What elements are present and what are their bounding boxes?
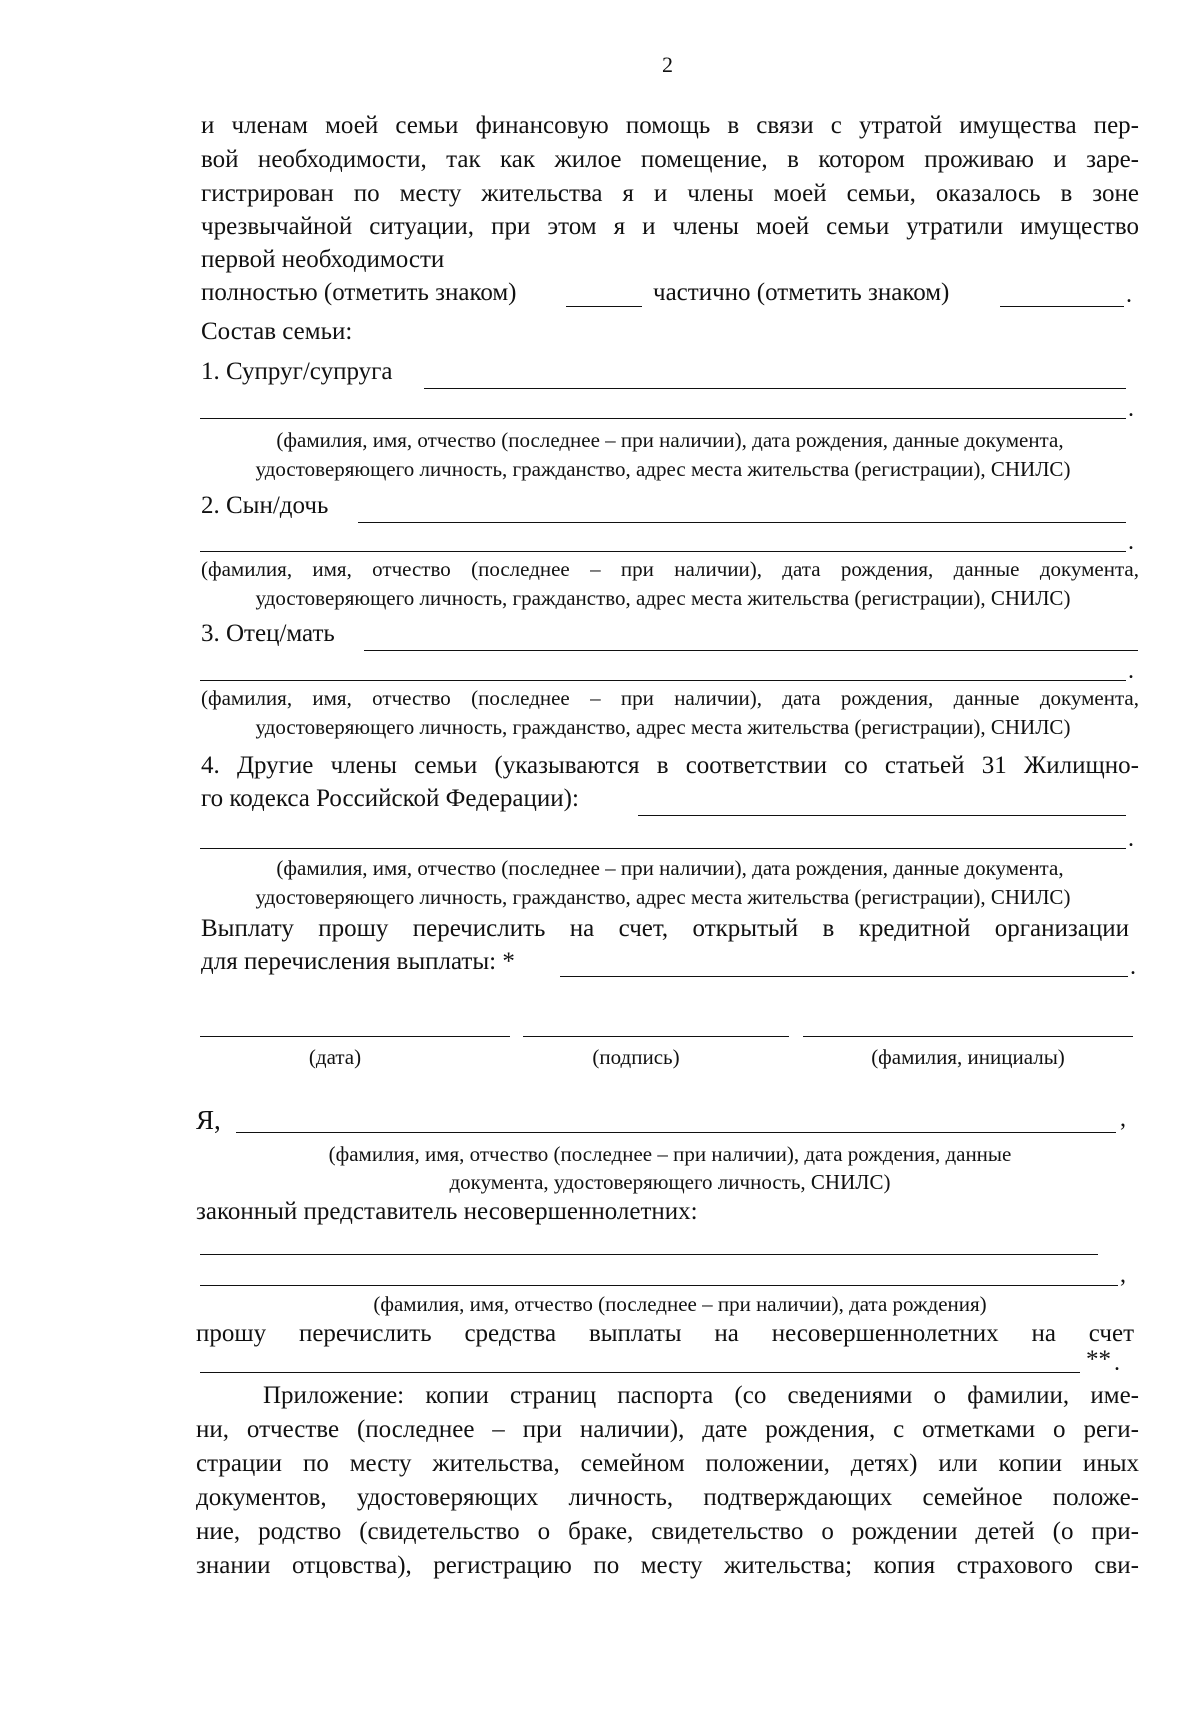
attachment-line-4: документов, удостоверяющих личность, подтверждающих семейное положе- — [196, 1484, 1139, 1511]
account-input[interactable] — [560, 976, 1128, 977]
signature-field[interactable] — [523, 1036, 789, 1037]
others-label-line-1: 4. Другие члены семьи (указываются в соответствии со статьей 31 Жилищно- — [201, 752, 1139, 779]
child-caption-line-1: (фамилия, имя, отчество (последнее – при наличии), дата рождения, данные документа, — [201, 557, 1139, 581]
child-input-line-2[interactable] — [200, 551, 1126, 552]
representative-input[interactable] — [236, 1132, 1116, 1133]
intro-line-2: вой необходимости, так как жилое помещение, в котором проживаю и заре- — [201, 146, 1139, 173]
period-mark: . — [1130, 954, 1136, 980]
parent-input[interactable] — [364, 650, 1138, 651]
minors-input-line-2[interactable] — [200, 1285, 1118, 1286]
partial-loss-label: частично (отметить знаком) — [653, 279, 950, 306]
period-mark: . — [1126, 282, 1132, 308]
child-label: 2. Сын/дочь — [201, 492, 329, 519]
others-input[interactable] — [638, 815, 1126, 816]
period-mark: . — [1114, 1350, 1120, 1376]
parent-caption-line-1: (фамилия, имя, отчество (последнее – при наличии), дата рождения, данные документа, — [201, 686, 1139, 710]
full-loss-label: полностью (отметить знаком) — [201, 279, 517, 306]
intro-line-5: первой необходимости — [201, 246, 445, 273]
spouse-caption-line-2: удостоверяющего личность, гражданство, адрес места жительства (регистрации), СНИЛС) — [255, 457, 1071, 481]
child-caption-line-2: удостоверяющего личность, гражданство, адрес места жительства (регистрации), СНИЛС) — [255, 586, 1071, 610]
period-mark: . — [1128, 529, 1134, 555]
comma-mark: , — [1120, 1106, 1126, 1132]
spouse-input[interactable] — [424, 388, 1126, 389]
intro-line-3: гистрирован по месту жительства я и члены моей семьи, оказалось в зоне — [201, 180, 1139, 207]
minors-caption: (фамилия, имя, отчество (последнее – при наличии), дата рождения) — [373, 1292, 987, 1316]
legal-representative-label: законный представитель несовершеннолетних: — [196, 1198, 698, 1225]
spouse-label: 1. Супруг/супруга — [201, 358, 393, 385]
others-label-line-2: го кодекса Российской Федерации): — [201, 785, 579, 812]
date-field[interactable] — [200, 1036, 510, 1037]
period-mark: . — [1128, 396, 1134, 422]
i-label: Я, — [196, 1105, 221, 1135]
period-mark: . — [1128, 658, 1134, 684]
parent-label: 3. Отец/мать — [201, 620, 335, 647]
spouse-caption-line-1: (фамилия, имя, отчество (последнее – при наличии), дата рождения, данные документа, — [276, 428, 1064, 452]
attachment-line-2: ни, отчестве (последнее – при наличии), дате рождения, с отметками о реги- — [196, 1416, 1139, 1443]
name-initials-caption: (фамилия, инициалы) — [871, 1045, 1065, 1069]
payment-line-2: для перечисления выплаты: * — [201, 948, 515, 975]
date-caption: (дата) — [308, 1045, 362, 1069]
others-input-line-2[interactable] — [200, 848, 1126, 849]
payment-line-1: Выплату прошу перечислить на счет, открытый в кредитной организации — [201, 915, 1129, 942]
minors-account-input[interactable] — [200, 1372, 1080, 1373]
double-asterisk: ** — [1086, 1346, 1111, 1373]
others-caption-line-1: (фамилия, имя, отчество (последнее – при наличии), дата рождения, данные документа, — [276, 856, 1064, 880]
parent-caption-line-2: удостоверяющего личность, гражданство, адрес места жительства (регистрации), СНИЛС) — [255, 715, 1071, 739]
spouse-input-line-2[interactable] — [200, 418, 1126, 419]
full-loss-mark-field[interactable] — [566, 306, 642, 307]
page-number: 2 — [662, 52, 673, 77]
representative-caption-line-1: (фамилия, имя, отчество (последнее – при наличии), дата рождения, данные — [328, 1142, 1012, 1166]
representative-caption-line-2: документа, удостоверяющего личность, СНИЛС) — [449, 1170, 891, 1194]
parent-input-line-2[interactable] — [200, 680, 1126, 681]
attachment-line-5: ние, родство (свидетельство о браке, свидетельство о рождении детей (о при- — [196, 1518, 1139, 1545]
attachment-line-6: знании отцовства), регистрацию по месту жительства; копия страхового сви- — [196, 1552, 1139, 1579]
attachment-line-1: Приложение: копии страниц паспорта (со сведениями о фамилии, име- — [263, 1382, 1139, 1409]
signature-caption: (подпись) — [592, 1045, 680, 1069]
intro-line-1: и членам моей семьи финансовую помощь в связи с утратой имущества пер- — [201, 112, 1139, 139]
child-input[interactable] — [358, 522, 1126, 523]
period-mark: . — [1128, 826, 1134, 852]
name-initials-field[interactable] — [803, 1036, 1133, 1037]
family-heading: Состав семьи: — [201, 318, 353, 345]
transfer-line: прошу перечислить средства выплаты на несовершеннолетних на счет — [196, 1320, 1134, 1347]
others-caption-line-2: удостоверяющего личность, гражданство, адрес места жительства (регистрации), СНИЛС) — [255, 885, 1071, 909]
comma-mark: , — [1120, 1262, 1126, 1288]
minors-input-line-1[interactable] — [200, 1254, 1098, 1255]
intro-line-4: чрезвычайной ситуации, при этом я и члены моей семьи утратили имущество — [201, 213, 1139, 240]
partial-loss-mark-field[interactable] — [1000, 306, 1124, 307]
attachment-line-3: страции по месту жительства, семейном положении, детях) или копии иных — [196, 1450, 1139, 1477]
